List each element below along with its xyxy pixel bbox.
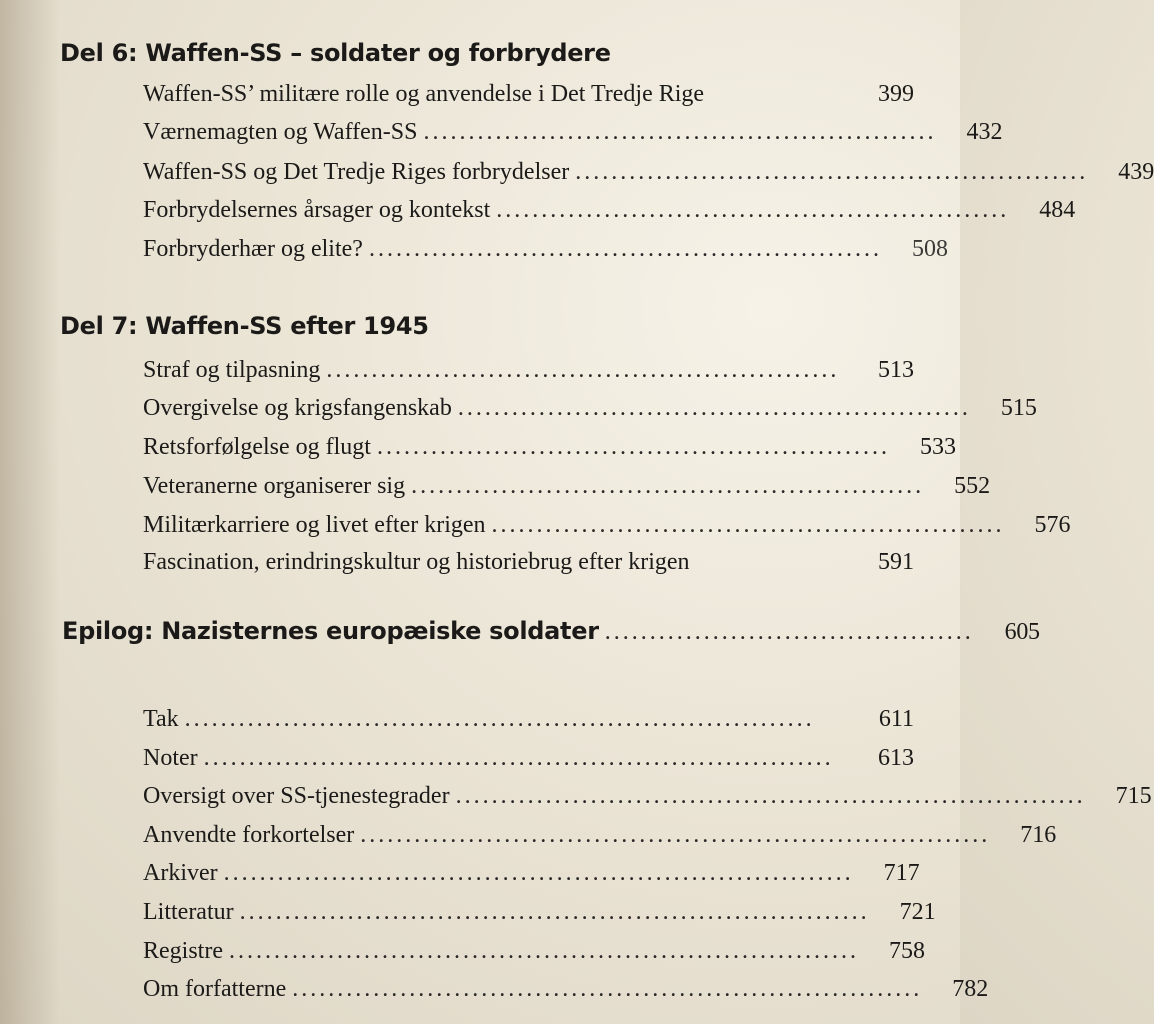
toc-entry-page: 721 xyxy=(899,899,936,925)
toc-entry xyxy=(143,819,1057,851)
leader-dots: ......................................................... xyxy=(423,119,937,145)
section-heading-del-7: Del 7: Waffen-SS efter 1945 xyxy=(60,312,429,340)
toc-entry-title: Værnemagten og Waffen-SS xyxy=(143,119,418,145)
page-gutter-shadow xyxy=(0,0,60,1024)
leader-dots: ...................................................................... xyxy=(228,938,859,964)
toc-entry-title: Tak xyxy=(143,706,179,732)
toc-entry-page: 715 xyxy=(1115,783,1152,809)
toc-entry xyxy=(143,194,1076,226)
toc-entry xyxy=(143,742,914,774)
toc-entry-title: Militærkarriere og livet efter krigen xyxy=(143,512,486,538)
toc-entry-title: Waffen-SS’ militære rolle og anvendelse i Det Tredje Rige xyxy=(143,81,705,107)
toc-entry-title: Anvendte forkortelser xyxy=(143,822,355,848)
toc-entry-title: Fascination, erindringskultur og historiebrug efter krigen xyxy=(143,549,690,575)
toc-entry xyxy=(143,392,1037,424)
toc-entry-page: 515 xyxy=(1000,395,1037,421)
leader-dots: ......................................................... xyxy=(411,473,925,499)
leader-dots: ......................................................... xyxy=(326,357,840,383)
leader-dots: ......................................................... xyxy=(376,434,890,460)
toc-entry xyxy=(143,546,914,578)
toc-entry-page: 758 xyxy=(888,938,925,964)
toc-entry-title: Retsforfølgelse og flugt xyxy=(143,434,371,460)
toc-entry-page: 399 xyxy=(878,81,914,107)
toc-entry xyxy=(143,470,991,502)
toc-entry-title: Forbryderhær og elite? xyxy=(143,236,363,262)
toc-entry-page: 513 xyxy=(878,357,914,383)
toc-entry-page: 716 xyxy=(1020,822,1057,848)
leader-dots: ......................................................... xyxy=(457,395,971,421)
epilog-page: 605 xyxy=(1004,619,1040,645)
toc-entry-page: 782 xyxy=(952,976,989,1002)
leader-dots: ......................................... xyxy=(604,619,974,645)
toc-entry-page: 432 xyxy=(966,119,1003,145)
toc-entry xyxy=(143,509,1071,541)
leader-dots: ...................................................................... xyxy=(239,899,870,925)
toc-entry-title: Registre xyxy=(143,938,223,964)
toc-entry-title: Litteratur xyxy=(143,899,234,925)
toc-entry xyxy=(143,973,989,1005)
toc-entry-page: 613 xyxy=(878,745,914,771)
toc-entry xyxy=(143,233,948,265)
toc-entry-title: Forbrydelsernes årsager og kontekst xyxy=(143,197,491,223)
leader-dots: ......................................................... xyxy=(575,159,1089,185)
toc-entry-page: 439 xyxy=(1118,159,1154,185)
leader-dots: ...................................................................... xyxy=(455,783,1086,809)
toc-entry-page: 552 xyxy=(954,473,991,499)
leader-dots: ......................................................... xyxy=(496,197,1010,223)
toc-entry xyxy=(143,703,914,735)
epilog-heading: Epilog: Nazisternes europæiske soldater xyxy=(62,617,599,645)
toc-entry xyxy=(143,78,914,110)
toc-entry-page: 611 xyxy=(878,706,914,732)
toc-entry xyxy=(143,354,914,386)
toc-entry-title: Noter xyxy=(143,745,198,771)
epilog-heading-row xyxy=(62,616,1040,647)
leader-dots: ......................................................... xyxy=(491,512,1005,538)
toc-entry-page: 484 xyxy=(1039,197,1076,223)
toc-entry xyxy=(143,116,1003,148)
leader-dots: ...................................................................... xyxy=(292,976,923,1002)
toc-entry-title: Waffen-SS og Det Tredje Riges forbrydelser xyxy=(143,159,570,185)
toc-entry-title: Straf og tilpasning xyxy=(143,357,321,383)
leader-dots: ......................................................... xyxy=(368,236,882,262)
toc-entry-page: 508 xyxy=(911,236,948,262)
leader-dots: ...................................................................... xyxy=(184,706,815,732)
toc-entry-title: Overgivelse og krigsfangenskab xyxy=(143,395,452,421)
toc-entry-title: Oversigt over SS-tjenestegrader xyxy=(143,783,450,809)
section-heading-del-6: Del 6: Waffen-SS – soldater og forbrydere xyxy=(60,39,611,67)
toc-entry-title: Om forfatterne xyxy=(143,976,287,1002)
toc-entry-page: 717 xyxy=(883,860,920,886)
toc-entry-page: 533 xyxy=(919,434,956,460)
leader-dots: ...................................................................... xyxy=(223,860,854,886)
toc-entry xyxy=(143,896,936,928)
toc-entry xyxy=(143,935,925,967)
toc-entry xyxy=(143,780,1152,812)
toc-entry xyxy=(143,857,920,889)
toc-entry-page: 591 xyxy=(878,549,914,575)
toc-entry-title: Veteranerne organiserer sig xyxy=(143,473,406,499)
leader-dots: ...................................................................... xyxy=(360,822,991,848)
toc-entry-page: 576 xyxy=(1034,512,1071,538)
leader-dots: ...................................................................... xyxy=(203,745,834,771)
toc-entry xyxy=(143,431,956,463)
toc-entry-title: Arkiver xyxy=(143,860,218,886)
toc-entry xyxy=(143,156,1154,188)
